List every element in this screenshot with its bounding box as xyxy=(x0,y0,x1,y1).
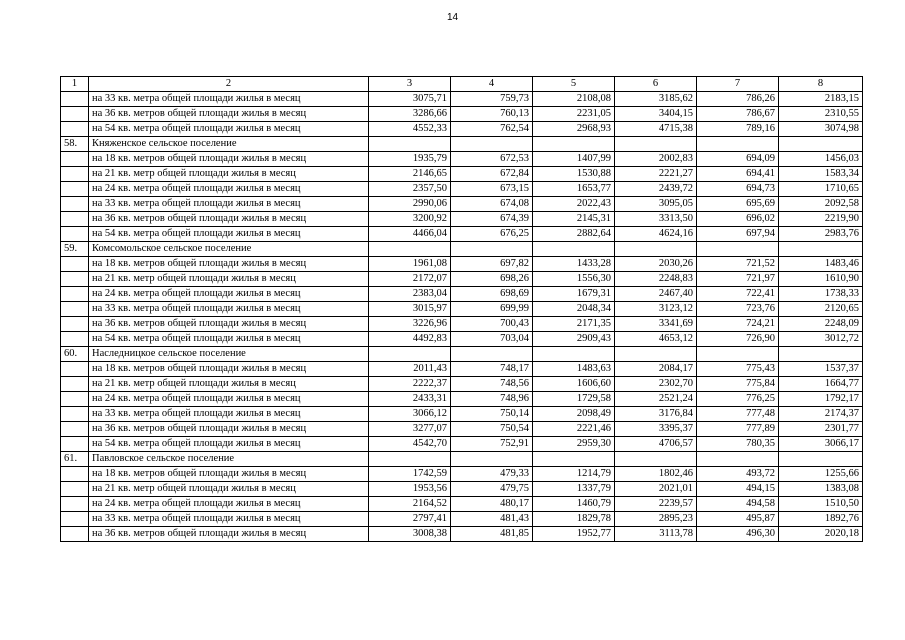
value-cell: 2183,15 xyxy=(779,92,863,107)
row-label: на 24 кв. метра общей площади жилья в месяц xyxy=(89,182,369,197)
table-row xyxy=(61,497,863,512)
value-cell: 4653,12 xyxy=(615,332,697,347)
value-cell: 699,99 xyxy=(451,302,533,317)
row-label: на 36 кв. метров общей площади жилья в месяц xyxy=(89,107,369,122)
row-label: на 18 кв. метров общей площади жилья в месяц xyxy=(89,152,369,167)
table-row xyxy=(61,122,863,137)
settlement-name: Павловское сельское поселение xyxy=(89,452,369,467)
value-cell: 673,15 xyxy=(451,182,533,197)
value-cell: 2174,37 xyxy=(779,407,863,422)
value-cell: 2301,77 xyxy=(779,422,863,437)
table-row xyxy=(61,362,863,377)
table-row xyxy=(61,212,863,227)
settlement-name: Наследницкое сельское поселение xyxy=(89,347,369,362)
value-cell: 722,41 xyxy=(697,287,779,302)
value-cell: 2172,07 xyxy=(369,272,451,287)
value-cell: 2164,52 xyxy=(369,497,451,512)
row-number xyxy=(61,212,89,227)
table-row xyxy=(61,392,863,407)
value-cell: 1664,77 xyxy=(779,377,863,392)
value-cell: 697,82 xyxy=(451,257,533,272)
value-cell: 674,39 xyxy=(451,212,533,227)
value-cell: 2248,83 xyxy=(615,272,697,287)
value-cell xyxy=(615,347,697,362)
row-label: на 21 кв. метр общей площади жилья в месяц xyxy=(89,272,369,287)
row-number xyxy=(61,182,89,197)
row-label: на 21 кв. метр общей площади жилья в месяц xyxy=(89,377,369,392)
value-cell xyxy=(697,242,779,257)
value-cell: 723,76 xyxy=(697,302,779,317)
row-number xyxy=(61,482,89,497)
value-cell: 694,09 xyxy=(697,152,779,167)
value-cell: 480,17 xyxy=(451,497,533,512)
row-number xyxy=(61,392,89,407)
value-cell: 1583,34 xyxy=(779,167,863,182)
value-cell: 1483,63 xyxy=(533,362,615,377)
value-cell: 3200,92 xyxy=(369,212,451,227)
value-cell xyxy=(779,452,863,467)
value-cell xyxy=(451,347,533,362)
value-cell: 748,56 xyxy=(451,377,533,392)
value-cell: 694,41 xyxy=(697,167,779,182)
value-cell: 2990,06 xyxy=(369,197,451,212)
value-cell: 694,73 xyxy=(697,182,779,197)
row-number xyxy=(61,407,89,422)
value-cell: 3095,05 xyxy=(615,197,697,212)
table-row xyxy=(61,197,863,212)
row-label: на 33 кв. метра общей площади жилья в месяц xyxy=(89,197,369,212)
row-label: на 18 кв. метров общей площади жилья в месяц xyxy=(89,362,369,377)
value-cell: 1214,79 xyxy=(533,467,615,482)
value-cell: 1729,58 xyxy=(533,392,615,407)
row-number xyxy=(61,287,89,302)
value-cell: 3113,78 xyxy=(615,527,697,542)
value-cell: 674,08 xyxy=(451,197,533,212)
header-cell: 2 xyxy=(89,77,369,92)
value-cell: 721,52 xyxy=(697,257,779,272)
row-label: на 33 кв. метра общей площади жилья в месяц xyxy=(89,407,369,422)
table-row xyxy=(61,377,863,392)
value-cell: 2145,31 xyxy=(533,212,615,227)
value-cell: 494,58 xyxy=(697,497,779,512)
value-cell: 2219,90 xyxy=(779,212,863,227)
value-cell: 495,87 xyxy=(697,512,779,527)
value-cell: 4715,38 xyxy=(615,122,697,137)
row-label: на 24 кв. метра общей площади жилья в месяц xyxy=(89,497,369,512)
table-row xyxy=(61,107,863,122)
value-cell: 2221,27 xyxy=(615,167,697,182)
table-row xyxy=(61,482,863,497)
table-row xyxy=(61,227,863,242)
table-row xyxy=(61,467,863,482)
value-cell xyxy=(697,347,779,362)
header-row xyxy=(61,77,863,92)
value-cell: 3008,38 xyxy=(369,527,451,542)
header-cell: 7 xyxy=(697,77,779,92)
header-cell: 5 xyxy=(533,77,615,92)
value-cell: 3012,72 xyxy=(779,332,863,347)
value-cell: 2439,72 xyxy=(615,182,697,197)
value-cell: 762,54 xyxy=(451,122,533,137)
value-cell xyxy=(533,452,615,467)
table-row xyxy=(61,332,863,347)
value-cell xyxy=(779,242,863,257)
header-cell: 3 xyxy=(369,77,451,92)
value-cell: 695,69 xyxy=(697,197,779,212)
value-cell: 780,35 xyxy=(697,437,779,452)
value-cell: 1606,60 xyxy=(533,377,615,392)
value-cell xyxy=(369,242,451,257)
value-cell: 1610,90 xyxy=(779,272,863,287)
row-label: на 24 кв. метра общей площади жилья в месяц xyxy=(89,287,369,302)
value-cell: 2383,04 xyxy=(369,287,451,302)
row-number xyxy=(61,92,89,107)
table-row xyxy=(61,422,863,437)
value-cell: 2310,55 xyxy=(779,107,863,122)
header-cell: 8 xyxy=(779,77,863,92)
value-cell xyxy=(533,242,615,257)
settlement-name: Княженское сельское поселение xyxy=(89,137,369,152)
value-cell: 700,43 xyxy=(451,317,533,332)
value-cell: 4466,04 xyxy=(369,227,451,242)
section-row xyxy=(61,242,863,257)
value-cell: 777,48 xyxy=(697,407,779,422)
value-cell: 3185,62 xyxy=(615,92,697,107)
row-label: на 33 кв. метра общей площади жилья в месяц xyxy=(89,512,369,527)
value-cell: 494,15 xyxy=(697,482,779,497)
row-label: на 36 кв. метров общей площади жилья в месяц xyxy=(89,527,369,542)
value-cell: 2030,26 xyxy=(615,257,697,272)
value-cell: 1483,46 xyxy=(779,257,863,272)
value-cell: 748,17 xyxy=(451,362,533,377)
value-cell: 2521,24 xyxy=(615,392,697,407)
value-cell xyxy=(533,347,615,362)
value-cell: 2222,37 xyxy=(369,377,451,392)
row-number: 58. xyxy=(61,137,89,152)
value-cell: 4706,57 xyxy=(615,437,697,452)
table-row xyxy=(61,257,863,272)
table-row xyxy=(61,152,863,167)
value-cell: 2882,64 xyxy=(533,227,615,242)
value-cell: 1952,77 xyxy=(533,527,615,542)
table-row xyxy=(61,407,863,422)
row-number xyxy=(61,377,89,392)
value-cell: 1530,88 xyxy=(533,167,615,182)
row-label: на 36 кв. метров общей площади жилья в месяц xyxy=(89,422,369,437)
value-cell: 3277,07 xyxy=(369,422,451,437)
value-cell: 2098,49 xyxy=(533,407,615,422)
row-number xyxy=(61,152,89,167)
value-cell xyxy=(369,347,451,362)
row-label: на 33 кв. метра общей площади жилья в месяц xyxy=(89,302,369,317)
value-cell: 776,25 xyxy=(697,392,779,407)
value-cell: 672,84 xyxy=(451,167,533,182)
value-cell: 1653,77 xyxy=(533,182,615,197)
row-number: 59. xyxy=(61,242,89,257)
value-cell: 2239,57 xyxy=(615,497,697,512)
value-cell: 786,67 xyxy=(697,107,779,122)
value-cell: 1510,50 xyxy=(779,497,863,512)
row-label: на 21 кв. метр общей площади жилья в месяц xyxy=(89,167,369,182)
value-cell: 1556,30 xyxy=(533,272,615,287)
value-cell: 1679,31 xyxy=(533,287,615,302)
value-cell: 696,02 xyxy=(697,212,779,227)
value-cell: 1892,76 xyxy=(779,512,863,527)
value-cell: 1935,79 xyxy=(369,152,451,167)
value-cell: 777,89 xyxy=(697,422,779,437)
header-cell: 1 xyxy=(61,77,89,92)
value-cell: 3395,37 xyxy=(615,422,697,437)
value-cell xyxy=(451,452,533,467)
value-cell: 1383,08 xyxy=(779,482,863,497)
row-label: на 36 кв. метров общей площади жилья в месяц xyxy=(89,212,369,227)
table-row xyxy=(61,287,863,302)
value-cell: 3226,96 xyxy=(369,317,451,332)
settlement-name: Комсомольское сельское поселение xyxy=(89,242,369,257)
value-cell: 3123,12 xyxy=(615,302,697,317)
table-row xyxy=(61,317,863,332)
value-cell: 2221,46 xyxy=(533,422,615,437)
value-cell: 1829,78 xyxy=(533,512,615,527)
value-cell: 4624,16 xyxy=(615,227,697,242)
value-cell: 1792,17 xyxy=(779,392,863,407)
value-cell: 2146,65 xyxy=(369,167,451,182)
value-cell: 3176,84 xyxy=(615,407,697,422)
value-cell: 1710,65 xyxy=(779,182,863,197)
value-cell xyxy=(615,242,697,257)
value-cell: 3404,15 xyxy=(615,107,697,122)
value-cell: 703,04 xyxy=(451,332,533,347)
value-cell: 3341,69 xyxy=(615,317,697,332)
section-row xyxy=(61,347,863,362)
table-row xyxy=(61,272,863,287)
row-number xyxy=(61,227,89,242)
value-cell: 786,26 xyxy=(697,92,779,107)
row-number xyxy=(61,512,89,527)
row-number xyxy=(61,167,89,182)
value-cell: 3286,66 xyxy=(369,107,451,122)
value-cell: 1961,08 xyxy=(369,257,451,272)
value-cell xyxy=(697,137,779,152)
value-cell: 2968,93 xyxy=(533,122,615,137)
value-cell: 479,75 xyxy=(451,482,533,497)
value-cell: 3313,50 xyxy=(615,212,697,227)
value-cell: 2302,70 xyxy=(615,377,697,392)
row-number xyxy=(61,437,89,452)
value-cell xyxy=(615,137,697,152)
header-cell: 6 xyxy=(615,77,697,92)
row-number xyxy=(61,272,89,287)
row-label: на 54 кв. метра общей площади жилья в месяц xyxy=(89,437,369,452)
header-cell: 4 xyxy=(451,77,533,92)
value-cell: 775,43 xyxy=(697,362,779,377)
value-cell xyxy=(779,137,863,152)
value-cell: 1337,79 xyxy=(533,482,615,497)
row-label: на 33 кв. метра общей площади жилья в месяц xyxy=(89,92,369,107)
value-cell: 1953,56 xyxy=(369,482,451,497)
value-cell: 789,16 xyxy=(697,122,779,137)
value-cell: 2467,40 xyxy=(615,287,697,302)
value-cell: 752,91 xyxy=(451,437,533,452)
section-row xyxy=(61,137,863,152)
value-cell: 2011,43 xyxy=(369,362,451,377)
row-number xyxy=(61,107,89,122)
value-cell: 481,85 xyxy=(451,527,533,542)
row-number xyxy=(61,362,89,377)
row-number xyxy=(61,467,89,482)
row-label: на 18 кв. метров общей площади жилья в месяц xyxy=(89,257,369,272)
row-number xyxy=(61,302,89,317)
row-label: на 54 кв. метра общей площади жилья в месяц xyxy=(89,122,369,137)
value-cell: 2909,43 xyxy=(533,332,615,347)
value-cell xyxy=(369,137,451,152)
row-number: 61. xyxy=(61,452,89,467)
section-row xyxy=(61,452,863,467)
value-cell: 721,97 xyxy=(697,272,779,287)
value-cell: 1255,66 xyxy=(779,467,863,482)
value-cell: 3066,12 xyxy=(369,407,451,422)
value-cell: 697,94 xyxy=(697,227,779,242)
value-cell: 750,54 xyxy=(451,422,533,437)
value-cell: 698,69 xyxy=(451,287,533,302)
value-cell: 2895,23 xyxy=(615,512,697,527)
value-cell: 2433,31 xyxy=(369,392,451,407)
table-row xyxy=(61,167,863,182)
value-cell: 726,90 xyxy=(697,332,779,347)
value-cell: 1802,46 xyxy=(615,467,697,482)
row-number xyxy=(61,497,89,512)
value-cell: 493,72 xyxy=(697,467,779,482)
value-cell: 698,26 xyxy=(451,272,533,287)
value-cell: 2357,50 xyxy=(369,182,451,197)
table-body xyxy=(61,77,863,542)
table-row xyxy=(61,527,863,542)
table-row xyxy=(61,302,863,317)
value-cell: 2171,35 xyxy=(533,317,615,332)
row-number xyxy=(61,317,89,332)
value-cell xyxy=(451,137,533,152)
table-row xyxy=(61,182,863,197)
value-cell: 2797,41 xyxy=(369,512,451,527)
row-number xyxy=(61,332,89,347)
value-cell: 481,43 xyxy=(451,512,533,527)
value-cell: 3075,71 xyxy=(369,92,451,107)
value-cell: 748,96 xyxy=(451,392,533,407)
row-label: на 36 кв. метров общей площади жилья в месяц xyxy=(89,317,369,332)
row-label: на 21 кв. метр общей площади жилья в месяц xyxy=(89,482,369,497)
value-cell: 4542,70 xyxy=(369,437,451,452)
value-cell: 1407,99 xyxy=(533,152,615,167)
value-cell: 479,33 xyxy=(451,467,533,482)
value-cell: 496,30 xyxy=(697,527,779,542)
row-label: на 24 кв. метра общей площади жилья в месяц xyxy=(89,392,369,407)
value-cell xyxy=(451,242,533,257)
value-cell: 724,21 xyxy=(697,317,779,332)
value-cell: 4492,83 xyxy=(369,332,451,347)
value-cell: 676,25 xyxy=(451,227,533,242)
value-cell xyxy=(779,347,863,362)
value-cell: 750,14 xyxy=(451,407,533,422)
row-number xyxy=(61,257,89,272)
value-cell: 759,73 xyxy=(451,92,533,107)
page-number: 14 xyxy=(446,12,459,23)
value-cell xyxy=(533,137,615,152)
value-cell: 1460,79 xyxy=(533,497,615,512)
value-cell: 3066,17 xyxy=(779,437,863,452)
value-cell: 3074,98 xyxy=(779,122,863,137)
value-cell: 760,13 xyxy=(451,107,533,122)
value-cell: 775,84 xyxy=(697,377,779,392)
value-cell: 4552,33 xyxy=(369,122,451,137)
row-number xyxy=(61,527,89,542)
value-cell: 2231,05 xyxy=(533,107,615,122)
row-number xyxy=(61,122,89,137)
value-cell xyxy=(615,452,697,467)
value-cell: 2120,65 xyxy=(779,302,863,317)
value-cell: 2020,18 xyxy=(779,527,863,542)
row-label: на 54 кв. метра общей площади жилья в месяц xyxy=(89,332,369,347)
value-cell: 1433,28 xyxy=(533,257,615,272)
value-cell: 1738,33 xyxy=(779,287,863,302)
row-label: на 54 кв. метра общей площади жилья в месяц xyxy=(89,227,369,242)
value-cell: 2022,43 xyxy=(533,197,615,212)
value-cell xyxy=(369,452,451,467)
row-number xyxy=(61,422,89,437)
value-cell xyxy=(697,452,779,467)
table-row xyxy=(61,437,863,452)
value-cell: 1537,37 xyxy=(779,362,863,377)
value-cell: 2002,83 xyxy=(615,152,697,167)
value-cell: 1456,03 xyxy=(779,152,863,167)
row-number xyxy=(61,197,89,212)
value-cell: 2021,01 xyxy=(615,482,697,497)
value-cell: 1742,59 xyxy=(369,467,451,482)
tariff-table xyxy=(60,76,863,542)
value-cell: 2248,09 xyxy=(779,317,863,332)
row-label: на 18 кв. метров общей площади жилья в месяц xyxy=(89,467,369,482)
value-cell: 2959,30 xyxy=(533,437,615,452)
value-cell: 672,53 xyxy=(451,152,533,167)
value-cell: 2092,58 xyxy=(779,197,863,212)
value-cell: 2983,76 xyxy=(779,227,863,242)
value-cell: 2108,08 xyxy=(533,92,615,107)
row-number: 60. xyxy=(61,347,89,362)
value-cell: 2048,34 xyxy=(533,302,615,317)
value-cell: 3015,97 xyxy=(369,302,451,317)
table-row xyxy=(61,512,863,527)
table-row xyxy=(61,92,863,107)
value-cell: 2084,17 xyxy=(615,362,697,377)
